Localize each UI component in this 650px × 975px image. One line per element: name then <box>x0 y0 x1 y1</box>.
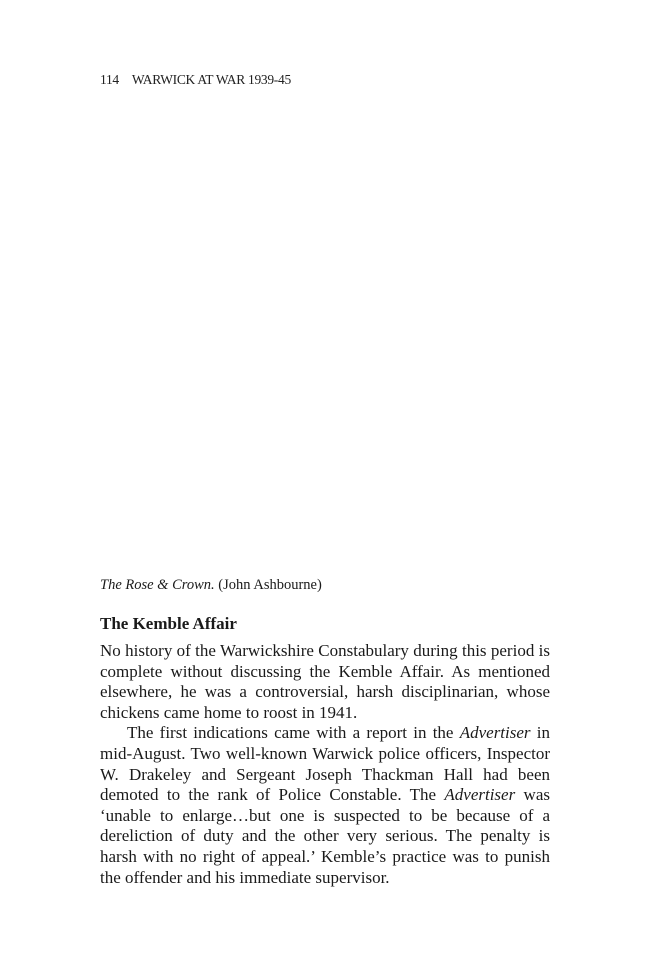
paragraph-1-text: No history of the Warwickshire Constabulary during this period is complete without discussing the Kemble Affair. As mentioned elsewhere, he was a controversial, harsh disciplinarian, whose chickens came home to roost in 1941. <box>100 641 550 722</box>
page-number: 114 <box>100 72 119 87</box>
running-header <box>100 72 291 88</box>
figure-image-area <box>100 100 550 568</box>
paragraph-2-text-c: was ‘unable to enlarge…but one is suspected to be because of a dereliction of duty and the other very serious. The penalty is harsh with no right of appeal.’ Kemble’s practice was to punish the offender and his immediate supervisor. <box>100 785 550 887</box>
figure-caption <box>100 577 322 594</box>
paragraph-1 <box>100 641 550 723</box>
paragraph-2 <box>100 723 550 888</box>
paragraph-2-text-b: in mid-August. Two well-known Warwick police officers, Inspector W. Drakeley and Sergeant Joseph Thackman Hall had been demoted to the rank of Police Constable. The <box>100 723 551 805</box>
caption-credit: (John Ashbourne) <box>218 577 322 593</box>
publication-name: Advertiser <box>444 785 516 805</box>
body-text <box>100 641 550 888</box>
section-heading: The Kemble Affair <box>100 614 237 633</box>
publication-name: Advertiser <box>459 723 531 743</box>
book-title: WARWICK AT WAR 1939-45 <box>131 72 291 87</box>
paragraph-2-text-a: The first indications came with a report in the <box>127 723 460 743</box>
caption-title: The Rose & Crown. <box>100 577 215 593</box>
